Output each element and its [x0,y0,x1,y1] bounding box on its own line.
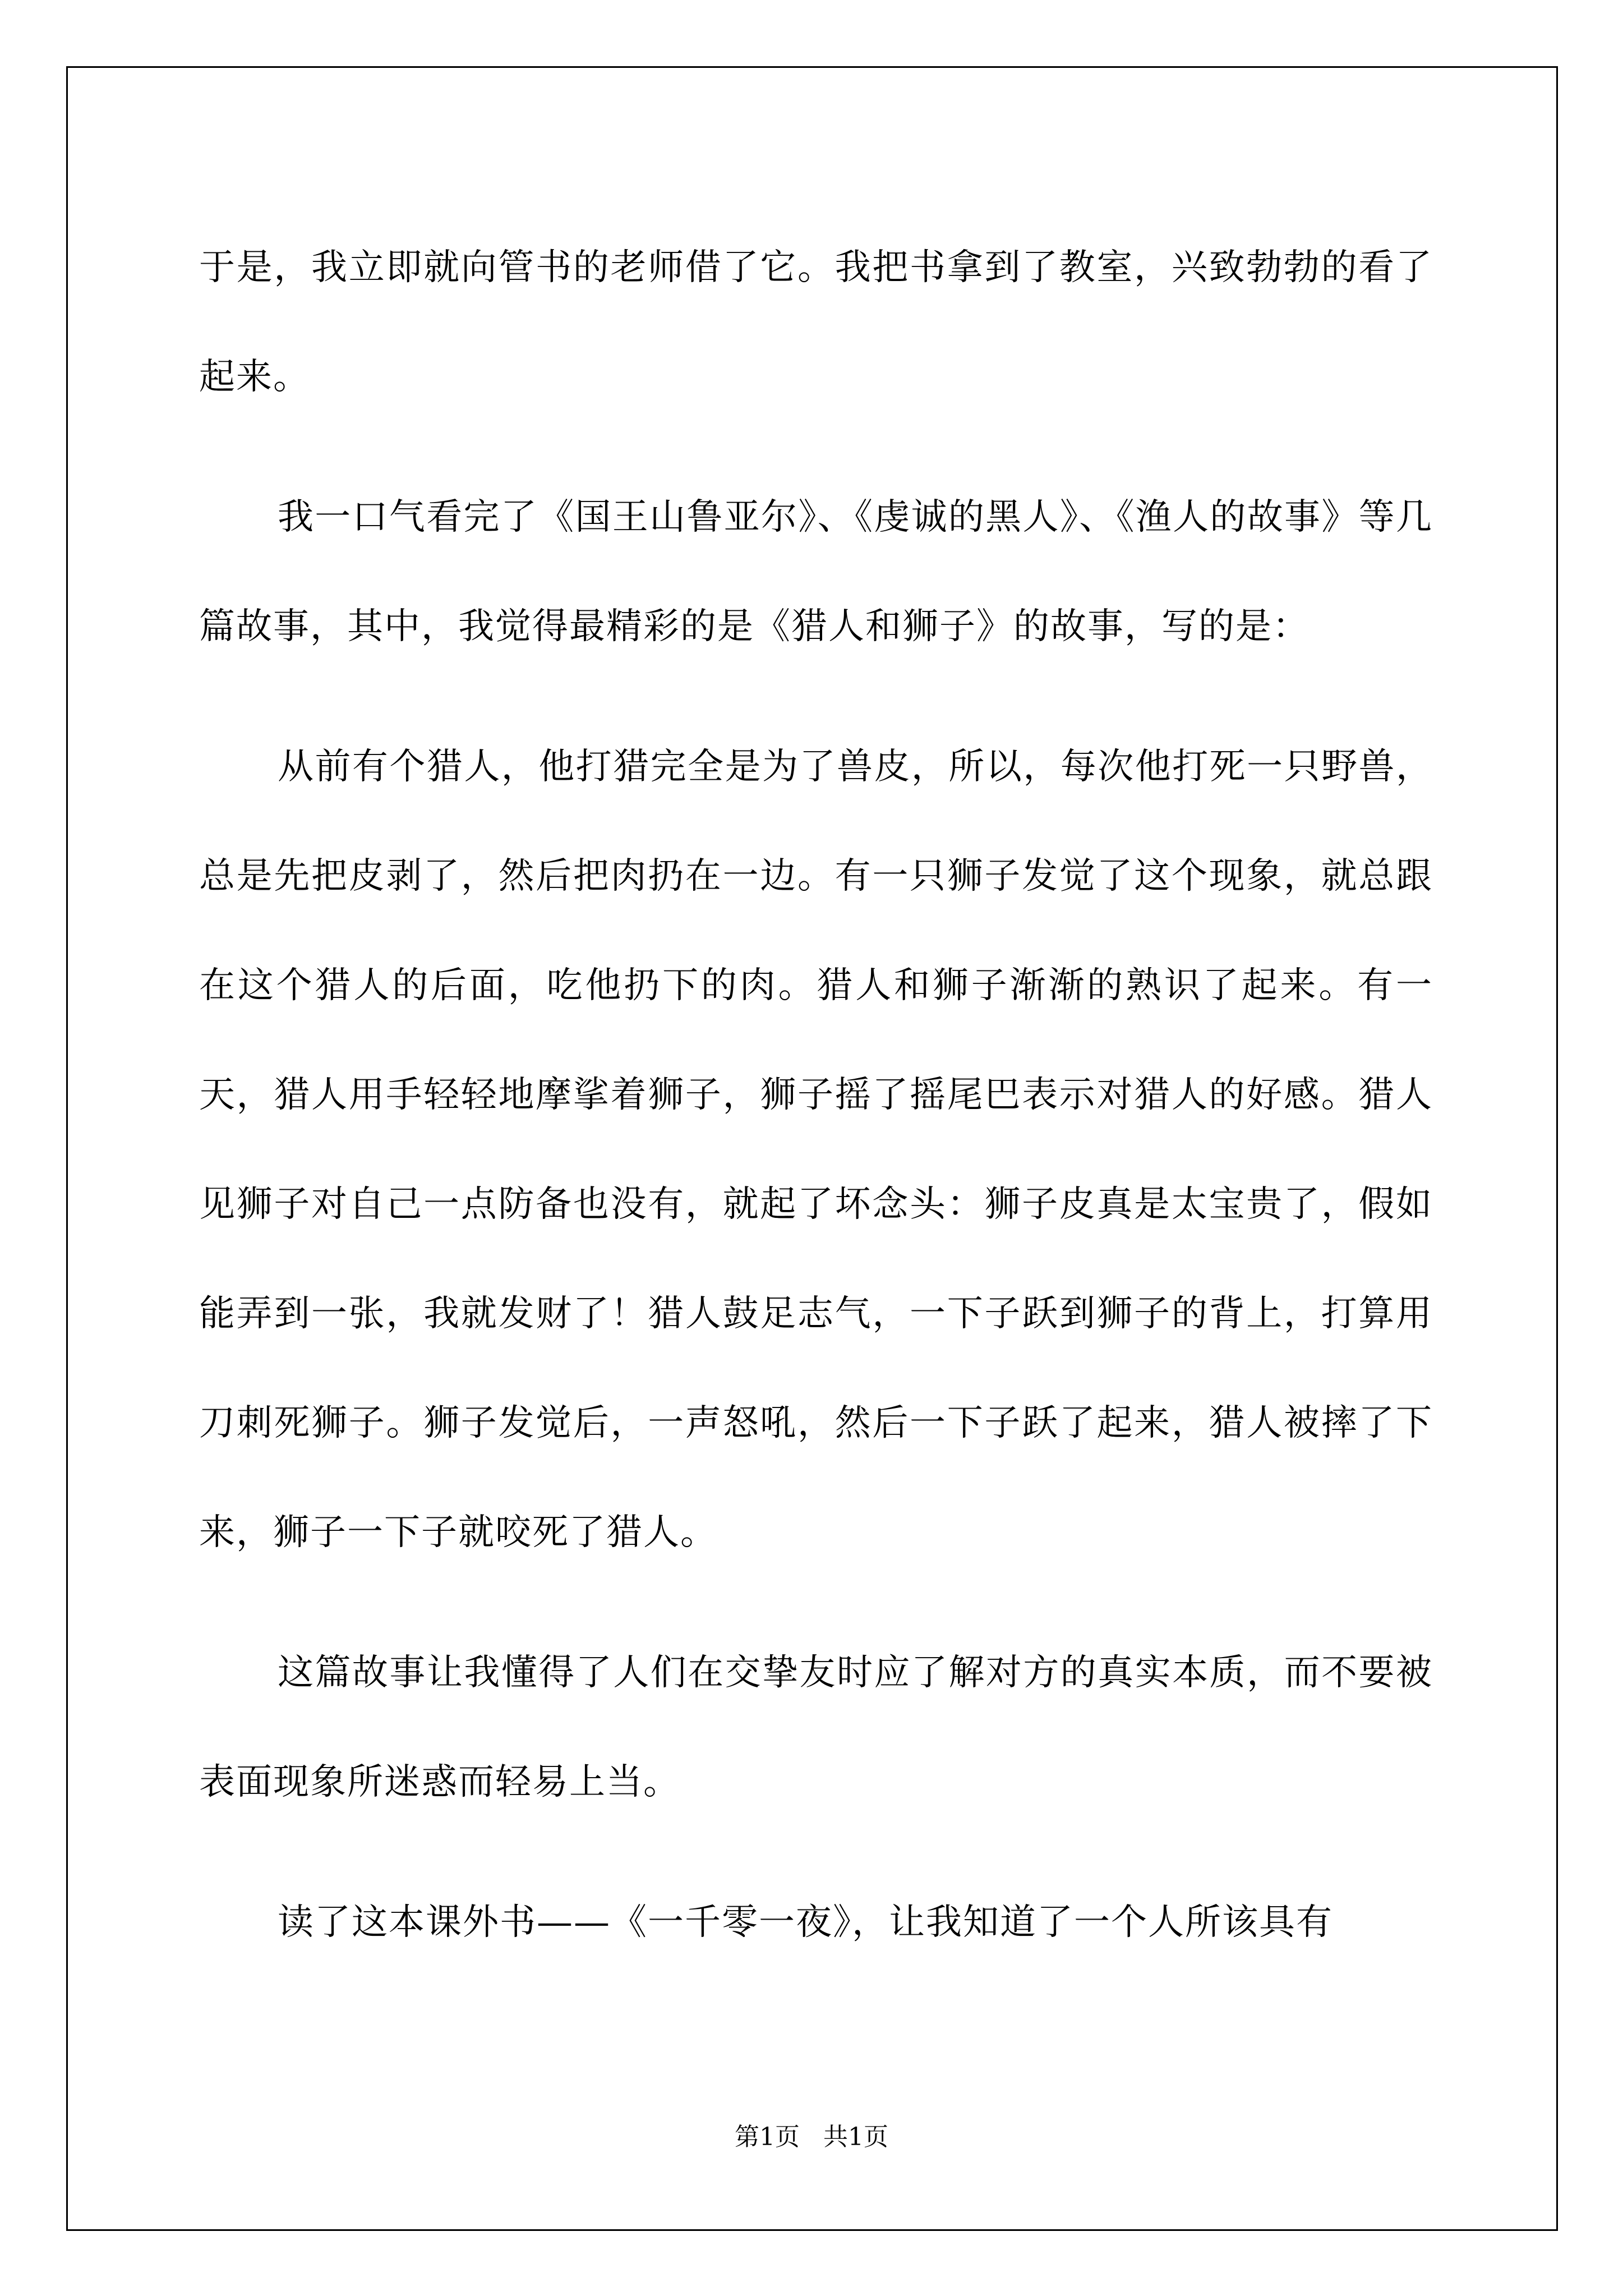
paragraph: 我一口气看完了《国王山鲁亚尔》、《虔诚的黑人》、《渔人的故事》等几篇故事，其中，我觉得最精彩的是《猎人和狮子》的故事，写的是： [199,496,1433,647]
document-body [199,213,1433,2008]
page-total: 共1页 [823,2123,888,2151]
page-footer [0,2120,1623,2154]
paragraph: 读了这本课外书——《一千零一夜》，让我知道了一个人所该具有 [278,1902,1333,1943]
paragraph: 从前有个猎人，他打猎完全是为了兽皮，所以，每次他打死一只野兽，总是先把皮剥了，然后把肉扔在一边。有一只狮子发觉了这个现象，就总跟在这个猎人的后面，吃他扔下的肉。猎人和狮子渐渐的熟识了起来。有一天，猎人用手轻轻地摩挲着狮子，狮子摇了摇尾巴表示对猎人的好感。猎人见狮子对自己一点防备也没有，就起了坏念头：狮子皮真是太宝贵了，假如能弄到一张，我就发财了！猎人鼓足志气，一下子跃到狮子的背上，打算用刀刺死狮子。狮子发觉后，一声怒吼，然后一下子跃了起来，猎人被摔了下来，狮子一下子就咬死了猎人。 [199,746,1433,1553]
paragraph: 这篇故事让我懂得了人们在交挚友时应了解对方的真实本质，而不要被表面现象所迷惑而轻易上当。 [199,1652,1433,1803]
page-number: 第1页 [735,2123,800,2151]
paragraph: 于是，我立即就向管书的老师借了它。我把书拿到了教室，兴致勃勃的看了起来。 [199,247,1433,398]
